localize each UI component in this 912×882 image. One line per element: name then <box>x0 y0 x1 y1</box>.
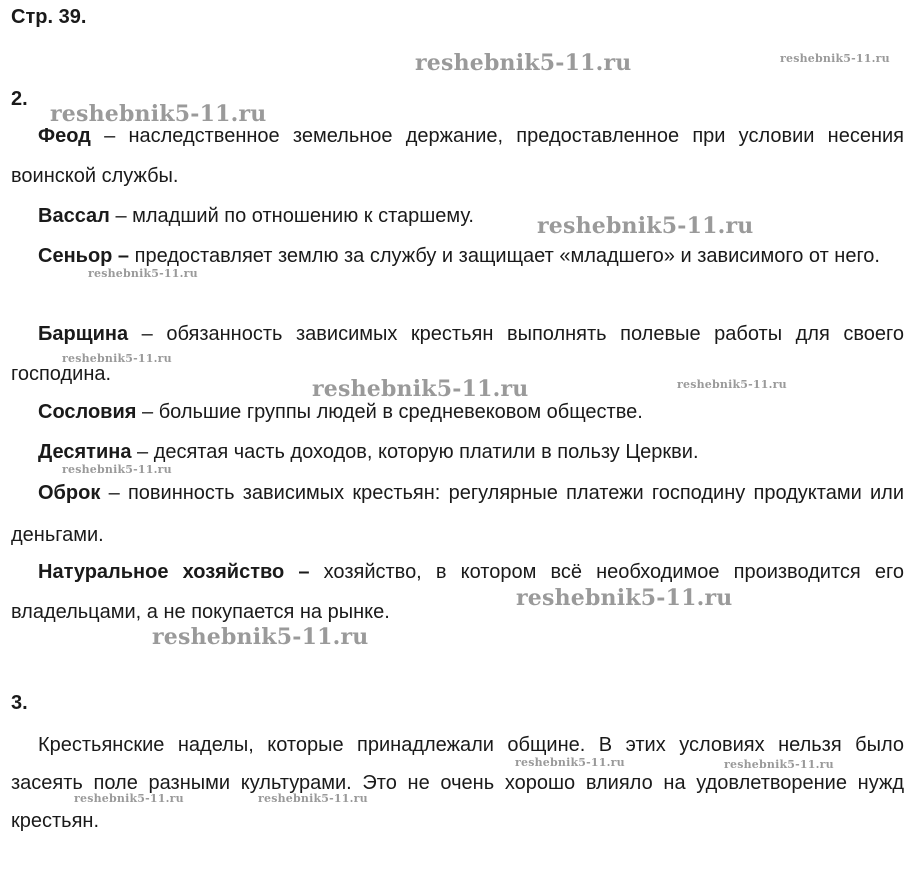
term: Барщина <box>38 323 129 345</box>
definition-barshchina: Барщина – обязанность зависимых крестьян выполнять полевые работы для своего господина. <box>11 323 904 385</box>
definition-desyatina: Десятина – десятая часть доходов, которую платили в пользу Церкви. <box>38 441 699 463</box>
watermark: reshebnik5-11.ru <box>516 585 733 611</box>
watermark: reshebnik5-11.ru <box>62 463 172 476</box>
term: Десятина <box>38 441 132 463</box>
watermark: reshebnik5-11.ru <box>258 792 368 805</box>
definition-vassal: Вассал – младший по отношению к старшему. <box>38 205 474 227</box>
definition-obrok: Оброк – повинность зависимых крестьян: регулярные платежи господину продуктами или деньгами. <box>11 482 904 546</box>
watermark: reshebnik5-11.ru <box>537 213 754 239</box>
watermark: reshebnik5-11.ru <box>677 378 787 391</box>
watermark: reshebnik5-11.ru <box>88 267 198 280</box>
definition-feod: Феод – наследственное земельное держание, предоставленное при условии несения воинской службы. <box>11 125 904 187</box>
definition-sosloviya: Сословия – большие группы людей в средневековом обществе. <box>38 401 643 423</box>
watermark: reshebnik5-11.ru <box>780 52 890 65</box>
watermark: reshebnik5-11.ru <box>62 352 172 365</box>
watermark: reshebnik5-11.ru <box>415 50 632 76</box>
definition-text: большие группы людей в средневековом обществе. <box>158 401 643 423</box>
term: Натуральное хозяйство – <box>38 561 310 583</box>
section-3-number: 3. <box>11 692 28 714</box>
watermark: reshebnik5-11.ru <box>724 758 834 771</box>
watermark: reshebnik5-11.ru <box>74 792 184 805</box>
term: Сословия <box>38 401 137 423</box>
page-title: Стр. 39. <box>11 6 87 28</box>
definition-text: десятая часть доходов, которую платили в пользу Церкви. <box>153 441 699 463</box>
watermark: reshebnik5-11.ru <box>515 756 625 769</box>
term: Феод <box>38 125 91 147</box>
definition-text: предоставляет землю за службу и защищает «младшего» и зависимого от него. <box>134 245 880 267</box>
term: Оброк <box>38 482 101 504</box>
definition-text: наследственное земельное держание, предоставленное при условии несения воинской службы. <box>11 125 904 187</box>
term: Вассал <box>38 205 110 227</box>
definition-text: хозяйство, в котором всё необходимое производится его владельцами, а не покупается на рынке. <box>11 561 904 623</box>
definition-text: повинность зависимых крестьян: регулярные платежи господину продуктами или деньгами. <box>11 482 904 546</box>
definition-naturalnoe-hozyaystvo <box>11 552 904 632</box>
term: Сеньор – <box>38 245 130 267</box>
watermark: reshebnik5-11.ru <box>152 624 369 650</box>
section-2-number: 2. <box>11 88 28 110</box>
definition-text: младший по отношению к старшему. <box>132 205 474 227</box>
section-3-text: Крестьянские наделы, которые принадлежали общине. В этих условиях нельзя было засеять поле разными культурами. Это не очень хорошо влияло на удовлетворение нужд крестьян. <box>11 734 904 832</box>
watermark: reshebnik5-11.ru <box>50 101 267 127</box>
definition-text: обязанность зависимых крестьян выполнять полевые работы для своего господина. <box>11 323 904 385</box>
watermark: reshebnik5-11.ru <box>312 376 529 402</box>
